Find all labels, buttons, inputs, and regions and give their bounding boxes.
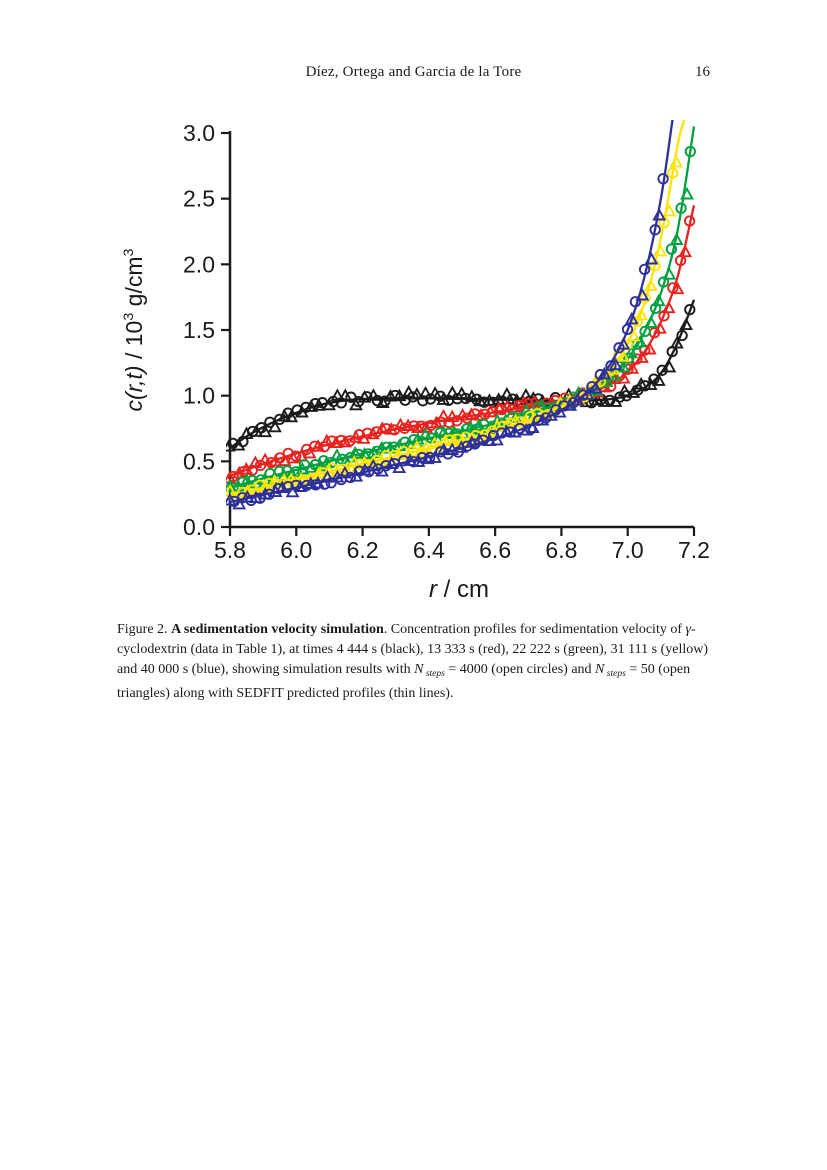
y-tick-label: 0.0 (183, 514, 215, 540)
y-axis (183, 120, 230, 540)
figure-caption (117, 620, 718, 704)
open-triangle-marker (447, 388, 458, 398)
caption-run-bold: A sedimentation velocity simulation (171, 622, 384, 637)
open-triangle-marker (655, 323, 666, 333)
open-triangle-marker (664, 362, 675, 372)
open-triangle-marker (663, 303, 674, 313)
caption-run: = 50 (open triangles) along with SEDFIT predicted profiles (thin lines). (117, 662, 691, 702)
x-tick-label: 7.0 (611, 537, 644, 563)
x-tick-label: 5.8 (214, 537, 246, 563)
y-tick-label: 2.0 (183, 251, 215, 278)
caption-run: . Concentration profiles for sedimentation velocity of (383, 622, 686, 637)
open-triangle-marker (664, 269, 675, 279)
open-triangle-marker (628, 331, 639, 341)
x-tick-label: 6.6 (479, 537, 512, 563)
caption-run: = 4000 (open circles) and (444, 662, 596, 677)
series-yellow (225, 120, 684, 502)
y-tick-label: 3.0 (183, 120, 215, 146)
x-tick-label: 6.8 (545, 537, 578, 563)
caption-run: -cyclodextrin (data in Table 1), at times 4 444 s (black), 13 333 s (red), 22 222 s (green), 31 111 s (yellow) and 40 000 s (blue), showing simulation results with (117, 622, 709, 677)
open-triangle-marker (340, 390, 351, 400)
open-triangle-marker (654, 210, 665, 220)
open-triangle-marker (619, 386, 630, 396)
open-triangle-marker (671, 157, 682, 167)
caption-run-subscript: steps (604, 669, 626, 680)
y-tick-label: 2.5 (183, 185, 215, 212)
y-tick-label: 1.0 (183, 382, 215, 409)
caption-run-nsymbol: N (414, 662, 424, 677)
x-axis-title: r / cm (429, 576, 489, 603)
y-axis-title: $c(r,t) / 10^3$ $g/cm^3$ (121, 248, 147, 412)
x-tick-label: 6.4 (412, 537, 445, 563)
caption-run-gamma: γ (685, 622, 692, 637)
open-triangle-marker (655, 246, 666, 256)
page-number: 16 (695, 64, 710, 80)
x-tick-label: 7.2 (678, 537, 710, 563)
caption-run-nsymbol: N (595, 662, 605, 677)
x-axis (214, 527, 710, 563)
y-tick-label: 1.5 (183, 317, 215, 343)
open-triangle-marker (646, 317, 657, 327)
open-triangle-marker (680, 247, 691, 257)
caption-run-subscript: steps (423, 669, 445, 680)
series-green (225, 126, 696, 493)
x-tick-label: 6.0 (280, 537, 313, 563)
open-triangle-marker (502, 389, 513, 399)
x-tick-label: 6.2 (346, 537, 379, 563)
caption-run: Figure 2. (117, 622, 172, 637)
running-header-authors: Díez, Ortega and Garcia de la Tore (305, 64, 522, 80)
y-tick-label: 0.5 (183, 448, 215, 475)
